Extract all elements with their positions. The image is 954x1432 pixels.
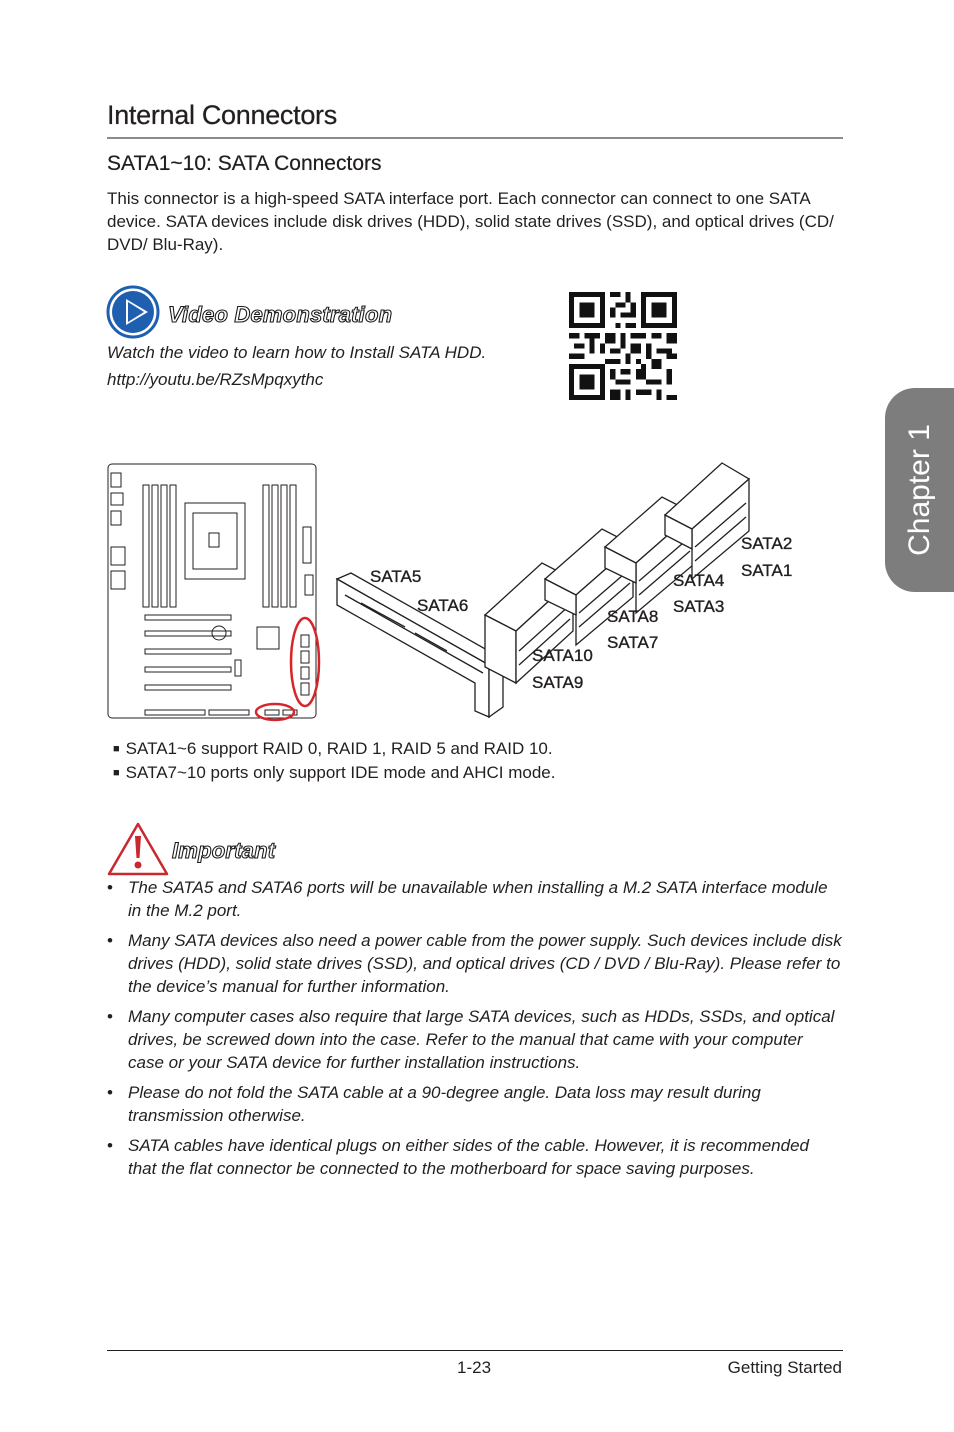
title-divider (107, 137, 843, 139)
important-text: Many computer cases also require that large SATA devices, such as HDDs, SSDs, and optical drives, be screwed down into the case. Refer to the manual that came with your computer case or your SATA device for further installation instructions. (128, 1007, 835, 1072)
page-title: Internal Connectors (107, 100, 337, 130)
note-item: ■ SATA1~6 support RAID 0, RAID 1, RAID 5 and RAID 10. (113, 738, 555, 762)
list-item (107, 929, 842, 998)
label-sata4: SATA4 (673, 571, 725, 590)
footer-divider (107, 1350, 843, 1351)
bullet: • (107, 1136, 113, 1155)
label-sata2: SATA2 (741, 534, 793, 553)
label-sata5: SATA5 (370, 567, 422, 586)
label-sata10: SATA10 (532, 646, 593, 665)
chapter-tab-label: Chapter 1 (902, 424, 936, 556)
video-caption: Watch the video to learn how to Install SATA HDD. (107, 343, 487, 362)
intro-paragraph: This connector is a high-speed SATA interface port. Each connector can connect to one SATA device. SATA devices include disk drives (HDD), solid state drives (SSD), and optical drives (CD/ DVD/ Blu-Ray). (107, 189, 834, 254)
list-item (107, 1081, 842, 1127)
list-item (107, 1005, 842, 1074)
label-sata1: SATA1 (741, 561, 793, 580)
bullet: • (107, 878, 113, 897)
sata-diagram (105, 455, 825, 725)
video-caption-block (107, 339, 486, 393)
bullet: • (107, 1083, 113, 1102)
label-sata3: SATA3 (673, 597, 725, 616)
page-number: 1-23 (457, 1358, 492, 1377)
play-icon[interactable] (106, 285, 160, 339)
label-sata7: SATA7 (607, 633, 659, 652)
label-sata9: SATA9 (532, 673, 584, 692)
chapter-tab[interactable] (885, 388, 954, 592)
list-item (107, 876, 842, 922)
bullet: • (107, 931, 113, 950)
video-link[interactable]: http://youtu.be/RZsMpqxythc (107, 370, 324, 389)
note-item: ■ SATA7~10 ports only support IDE mode and AHCI mode. (113, 762, 555, 786)
important-text: SATA cables have identical plugs on either sides of the cable. However, it is recommended that the flat connector be connected to the motherboard for space saving purposes. (128, 1136, 809, 1178)
video-demo-title: Video Demonstration (168, 302, 393, 327)
important-list (107, 876, 842, 1187)
important-text: Many SATA devices also need a power cable from the power supply. Such devices include disk drives (HDD), solid state drives (SSD), and optical drives (CD / DVD / Blu-Ray). Please refer to the device’s manual for further information. (128, 931, 842, 996)
label-sata6: SATA6 (417, 596, 469, 615)
label-sata8: SATA8 (607, 607, 659, 626)
important-text: Please do not fold the SATA cable at a 90-degree angle. Data loss may result during transmission otherwise. (128, 1083, 761, 1125)
sata-highlight-vertical (291, 618, 319, 706)
bullet: • (107, 1007, 113, 1026)
qr-code[interactable] (569, 292, 677, 400)
section-title: SATA1~10: SATA Connectors (107, 152, 382, 175)
warning-icon (107, 822, 169, 876)
raid-notes (113, 738, 555, 786)
footer-section: Getting Started (727, 1358, 842, 1377)
list-item (107, 1134, 842, 1180)
important-title: Important (172, 838, 276, 863)
sata-angled-connector (337, 573, 503, 717)
motherboard-outline (108, 464, 316, 718)
important-text: The SATA5 and SATA6 ports will be unavailable when installing a M.2 SATA interface module in the M.2 port. (128, 878, 828, 920)
